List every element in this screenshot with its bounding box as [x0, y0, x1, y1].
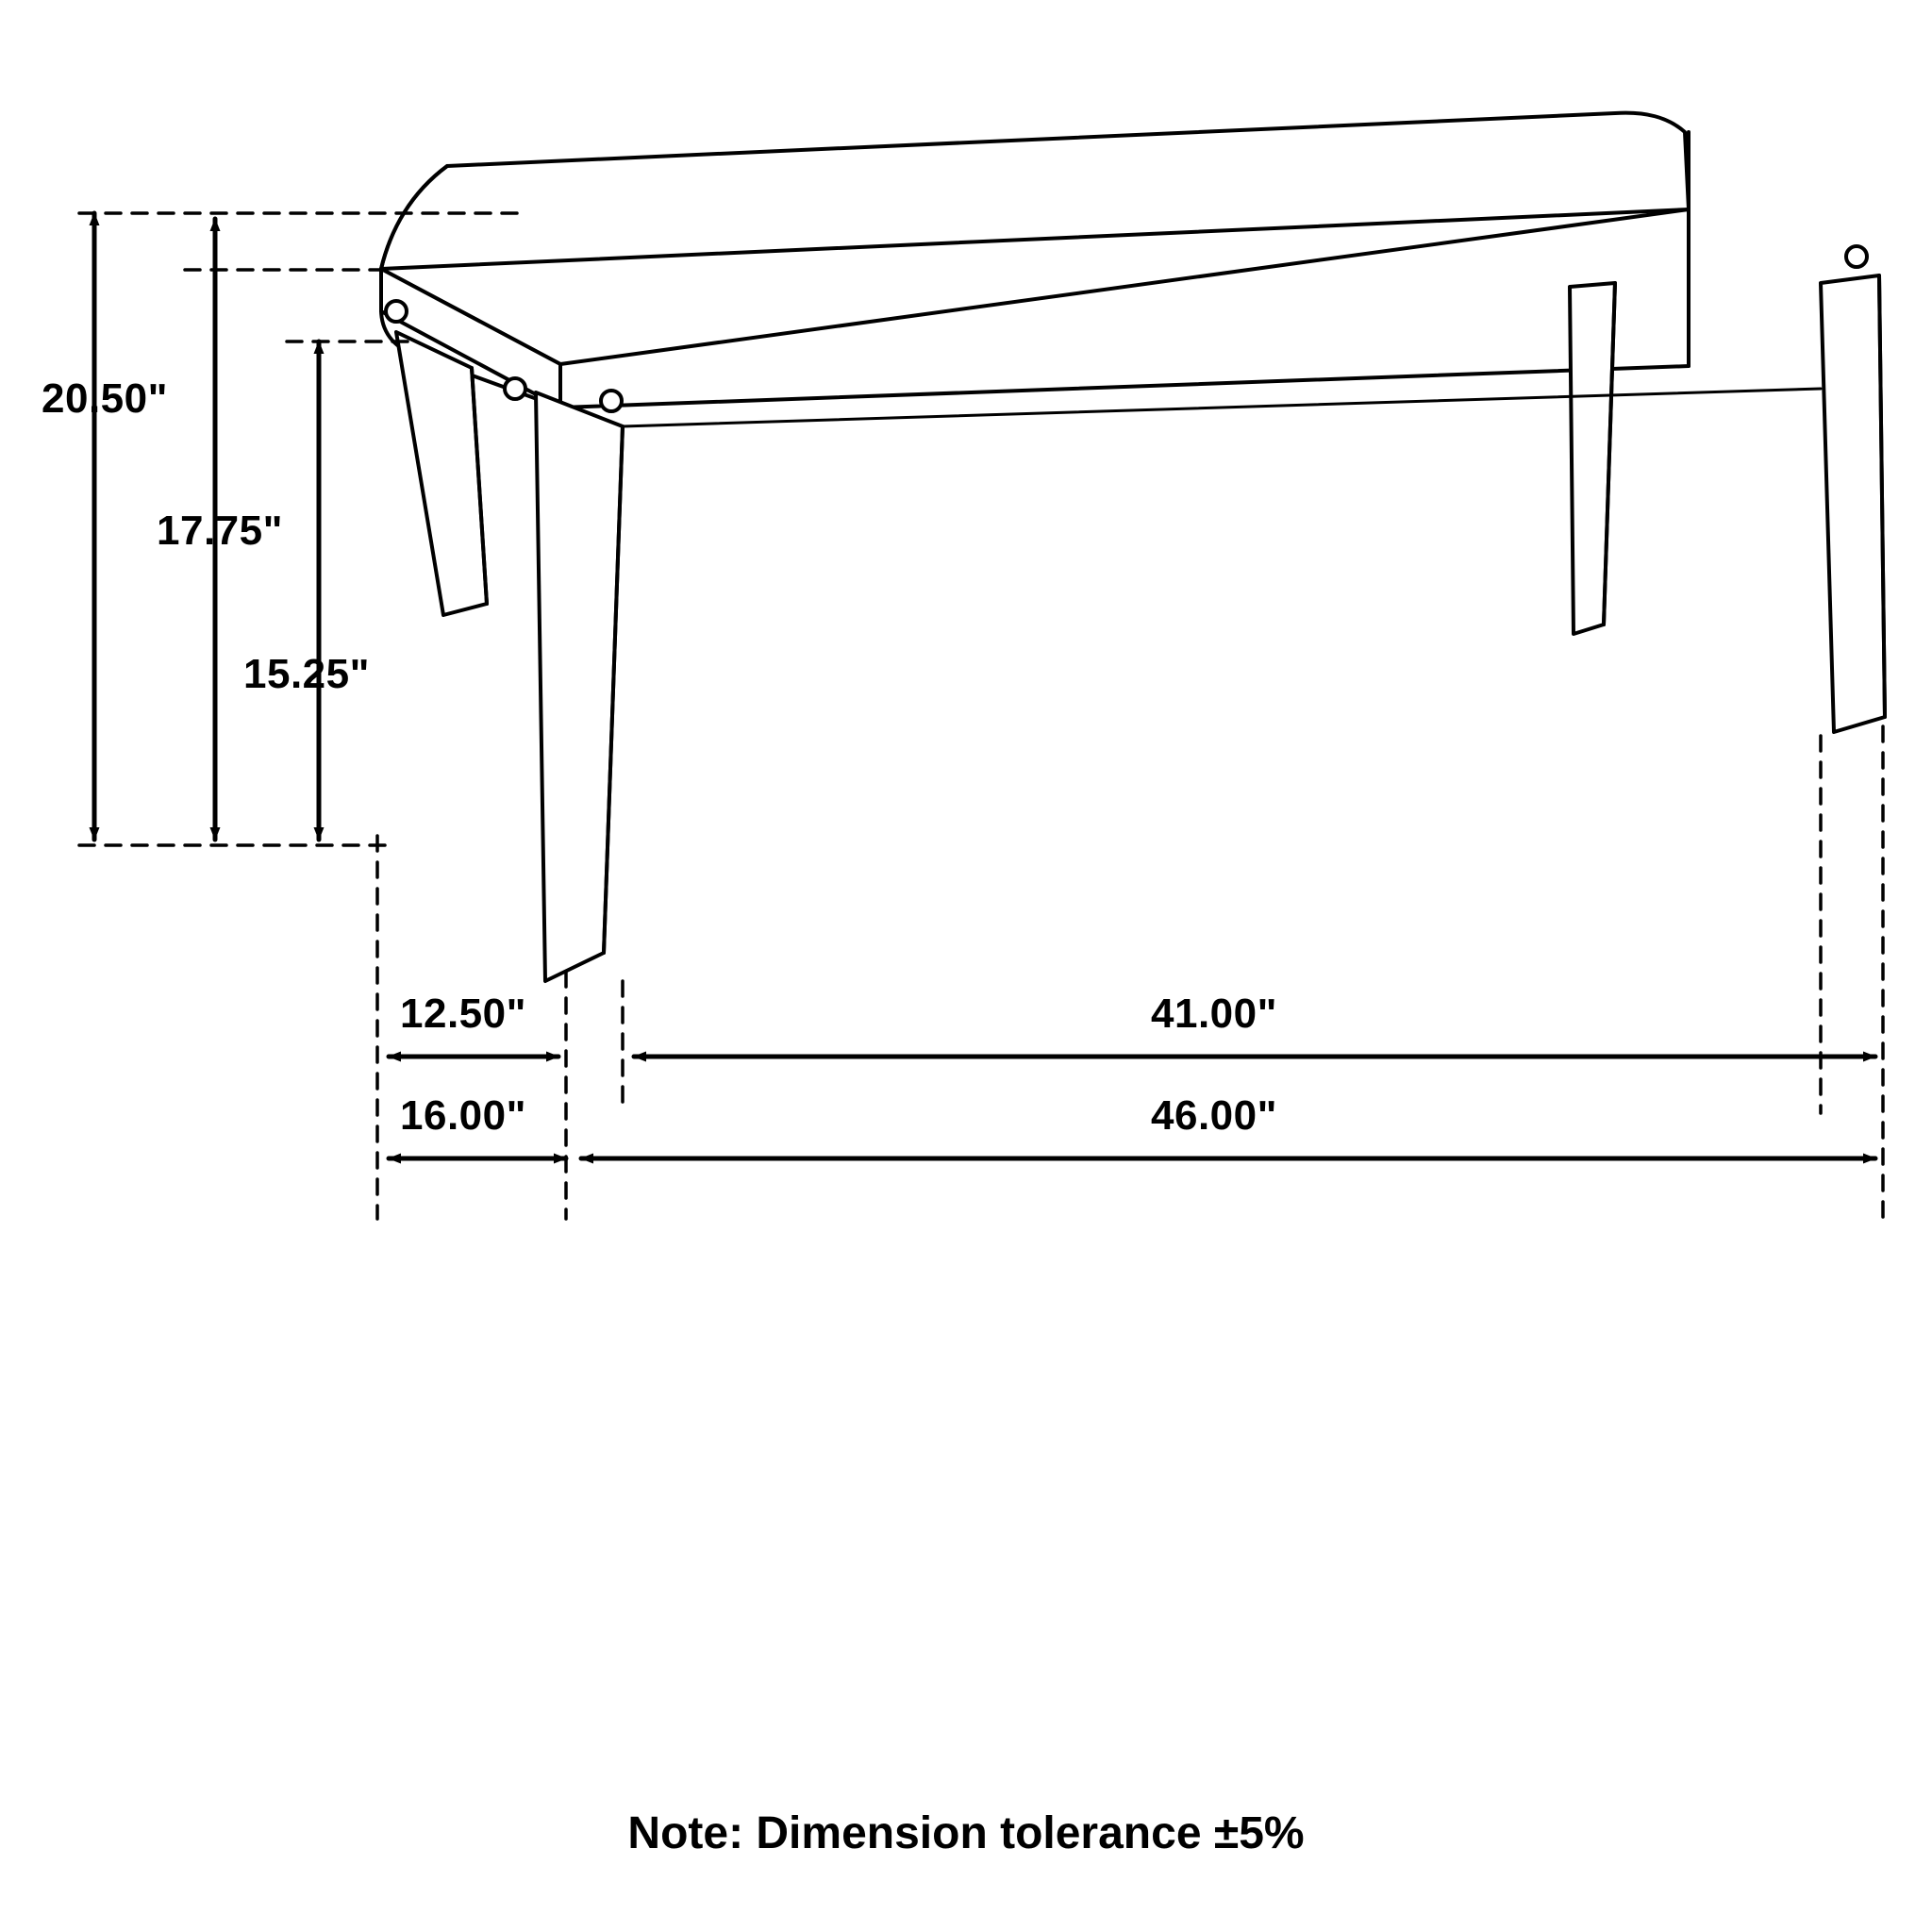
dimension-label-seat-height: 17.75" — [157, 508, 283, 554]
dimension-label-overall-length: 46.00" — [1151, 1092, 1277, 1139]
dimension-label-overall-height: 20.50" — [42, 375, 168, 422]
bench-outline — [381, 113, 1885, 981]
dimension-label-overall-depth: 16.00" — [400, 1092, 526, 1139]
dimension-label-apron-height: 15.25" — [243, 651, 370, 697]
dimension-label-inner-length: 41.00" — [1151, 991, 1277, 1037]
dimension-label-leg-depth: 12.50" — [400, 991, 526, 1037]
tolerance-note: Note: Dimension tolerance ±5% — [627, 1808, 1305, 1858]
